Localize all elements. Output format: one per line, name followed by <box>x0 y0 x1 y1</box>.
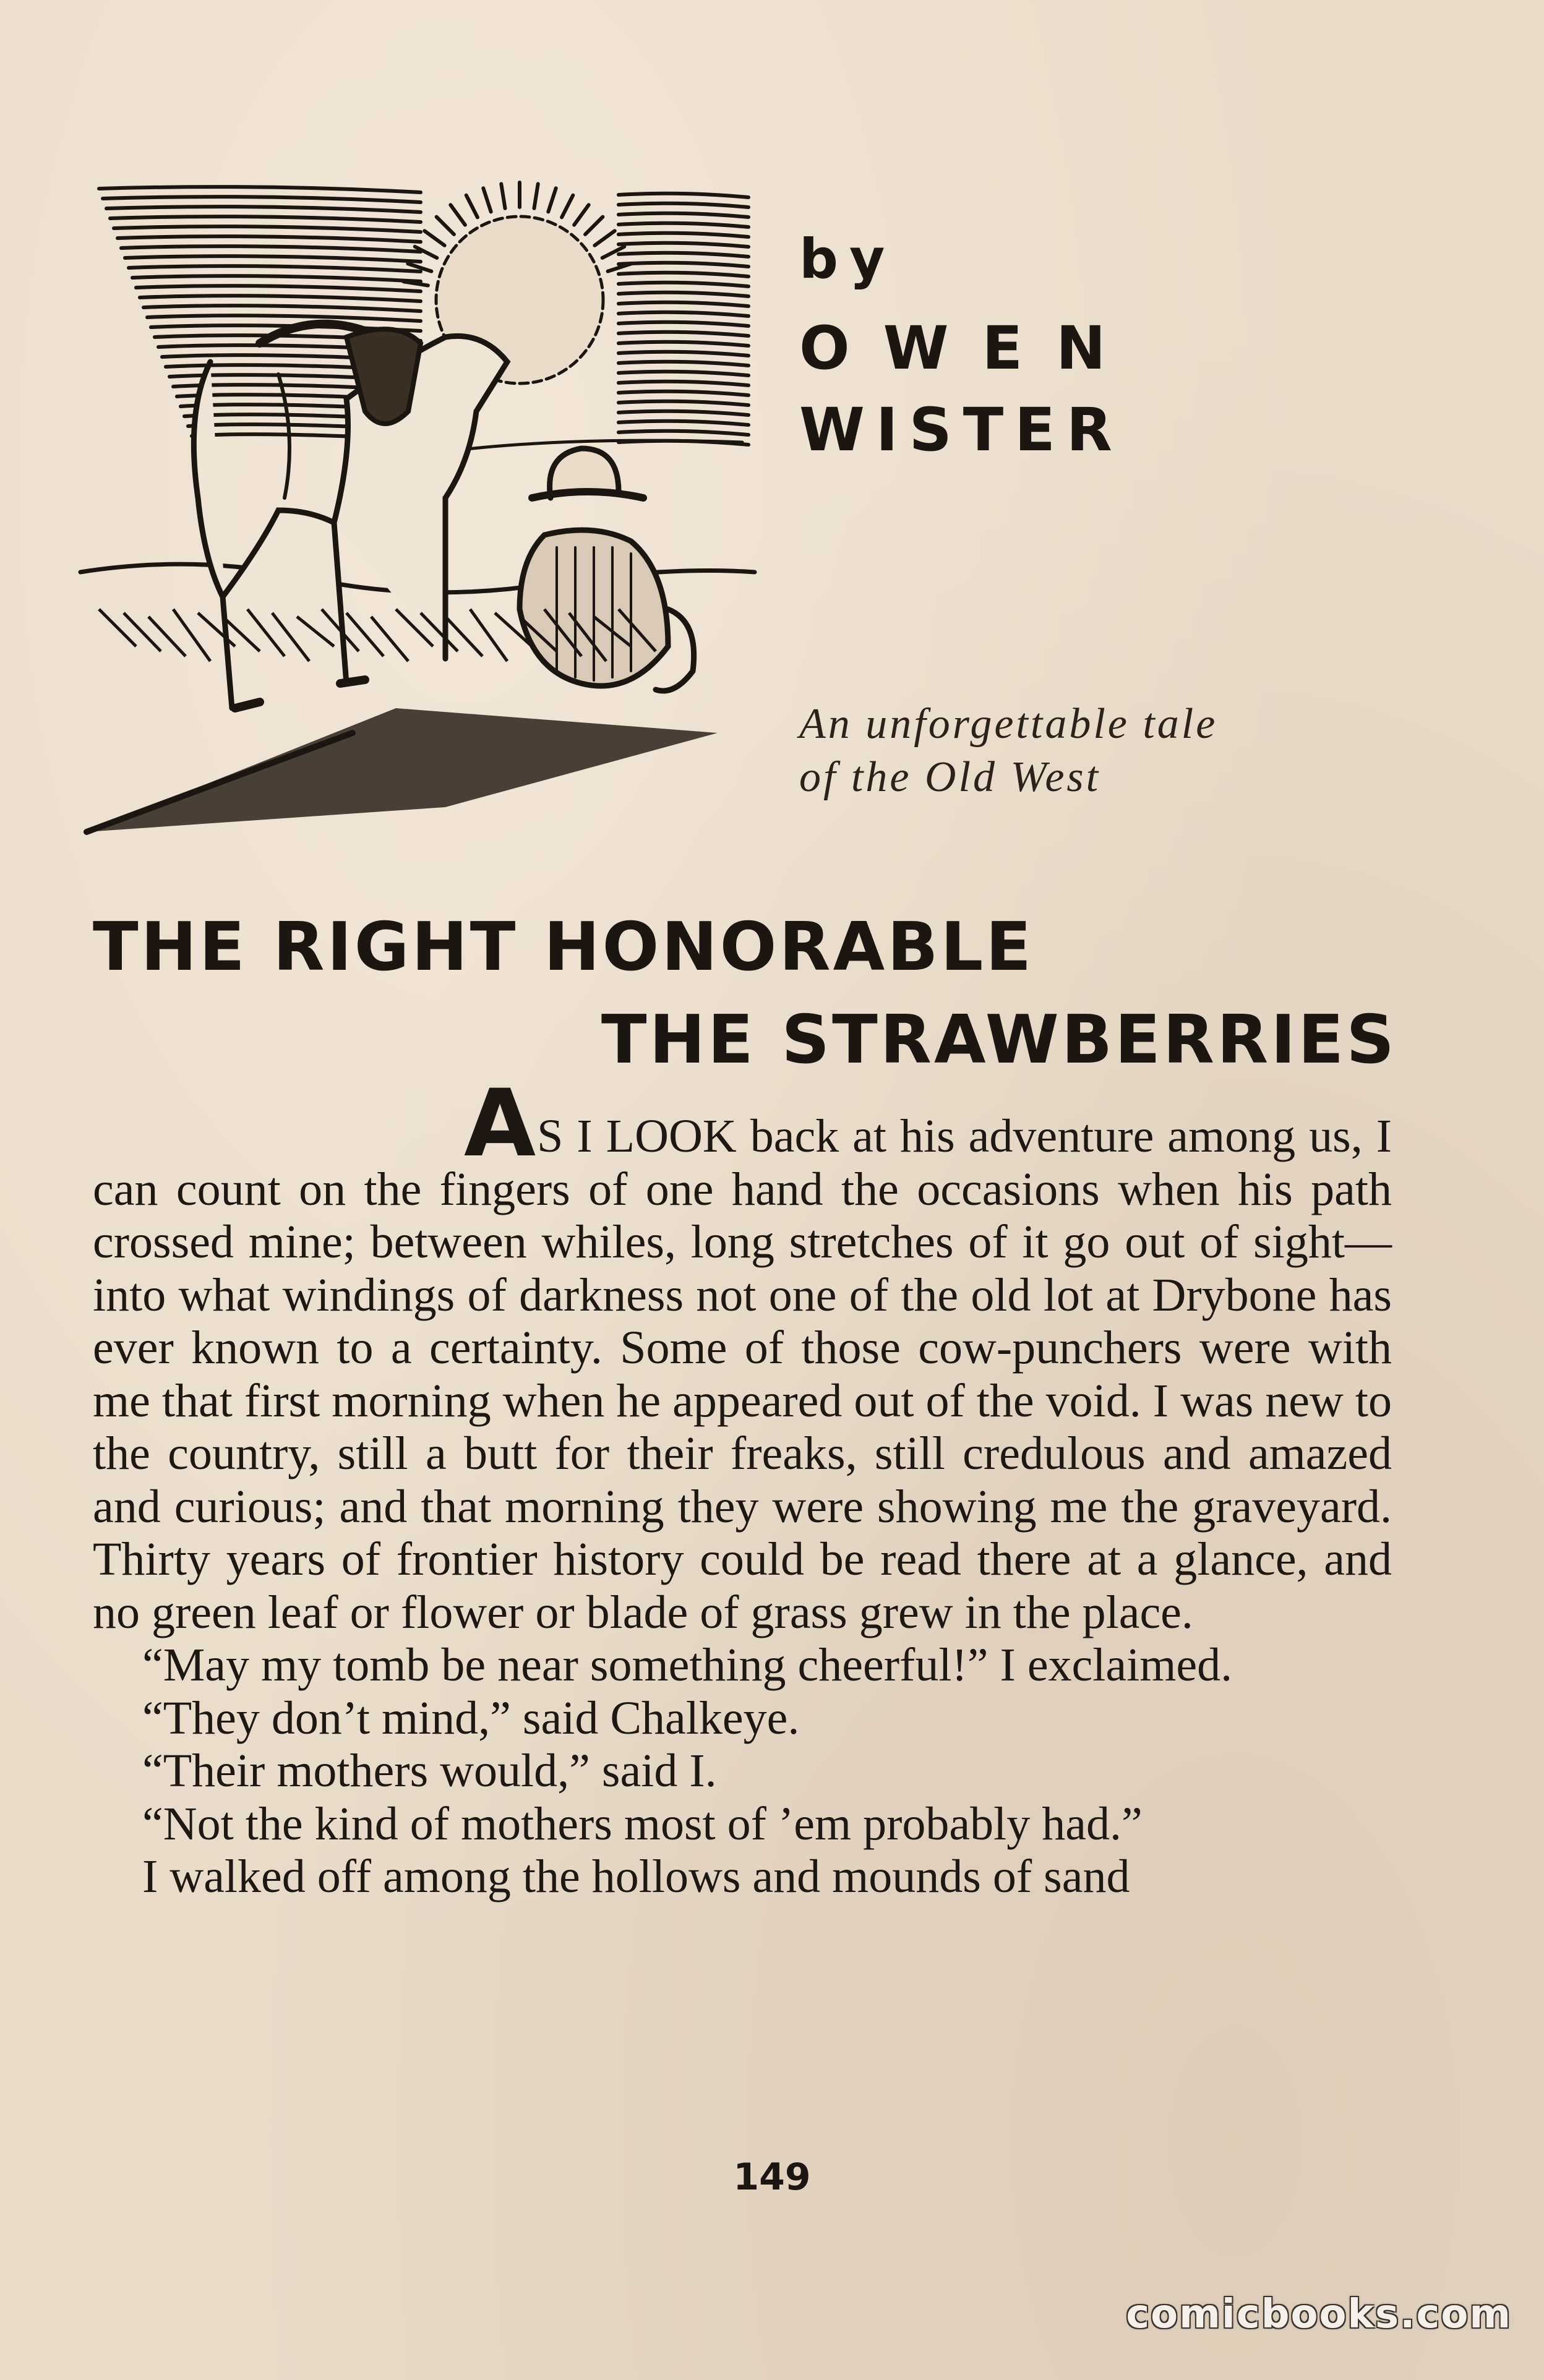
story-body <box>93 1070 1392 1904</box>
story-paragraph-3: “They don’t mind,” said Chalkeye. <box>142 1692 800 1744</box>
author-first-name: OWEN <box>799 314 1139 383</box>
story-paragraph-5: “Not the kind of mothers most of ’em probably had.” <box>142 1797 1143 1850</box>
author-last-name: WISTER <box>799 395 1123 464</box>
story-paragraph-1-text: S I LOOK back at his adventure among us, I can count on the fingers of one hand the occasions when his path crossed mine; between whiles, long stretches of it go out of sight—into what windings of darkness not one of the old lot at Drybone has ever known to a certainty. Some of those cow-punchers were with me that first morning when he appeared out of the void. I was new to the country, still a butt for their freaks, still credulous and amazed and curious; and that morning they were showing me the graveyard. Thirty years of frontier history could be read there at a glance, and no green leaf or flower or blade of grass grew in the place. <box>93 1110 1392 1638</box>
story-paragraph-6: I walked off among the hollows and mounds of sand <box>142 1851 1130 1903</box>
story-paragraph-4: “Their mothers would,” said I. <box>142 1745 717 1797</box>
story-paragraph-1 <box>93 1070 1392 1639</box>
byline-by: by <box>799 227 896 291</box>
tagline <box>799 698 1217 804</box>
tagline-line-2: of the Old West <box>799 753 1101 801</box>
drop-cap: A <box>464 1070 536 1178</box>
cowboy-horse-sunset-illustration <box>74 176 761 844</box>
page-number: 149 <box>733 2155 811 2199</box>
byline <box>799 227 1139 464</box>
story-paragraph-2: “May my tomb be near something cheerful!” I exclaimed. <box>142 1639 1233 1691</box>
watermark: comicbooks.com <box>1126 2292 1512 2337</box>
story-title-line-1: THE RIGHT HONORABLE <box>93 909 1034 986</box>
story-title-line-2: THE STRAWBERRIES <box>601 1001 1397 1079</box>
tagline-line-1: An unforgettable tale <box>799 700 1218 748</box>
